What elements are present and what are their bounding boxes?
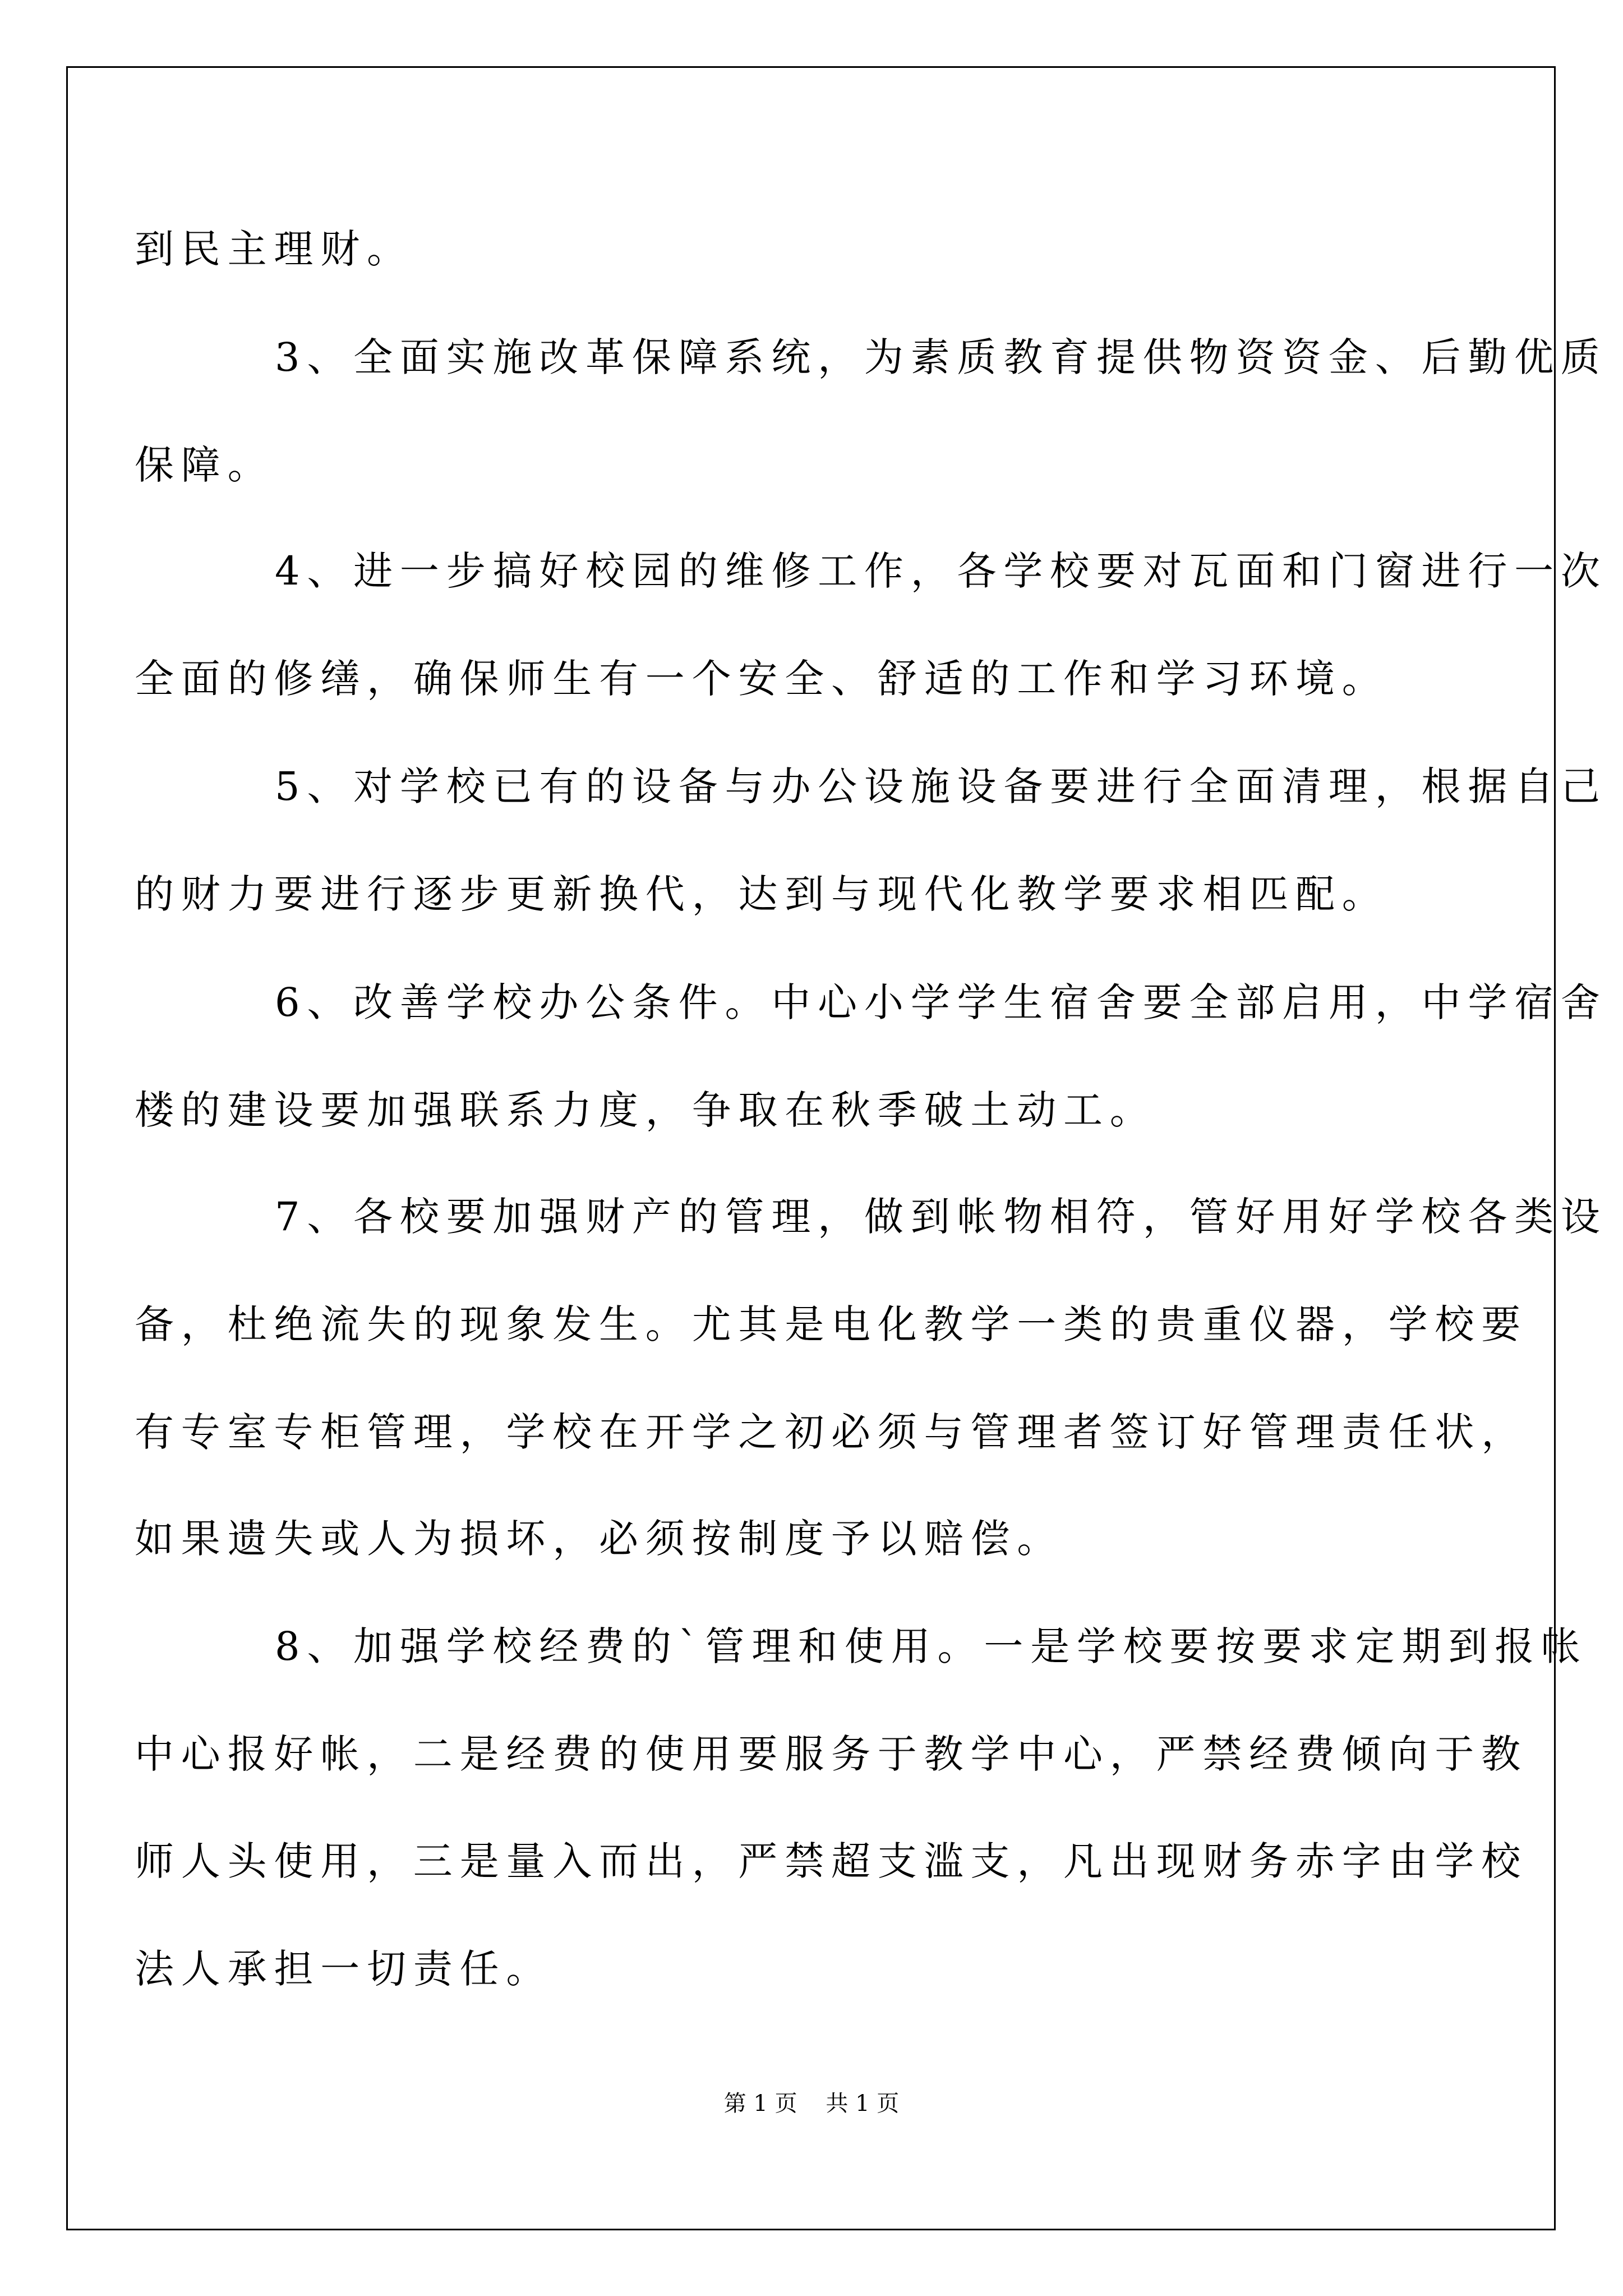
body-line: 如果遗失或人为损坏，必须按制度予以赔偿。 [135, 1516, 1063, 1562]
body-line: 到民主理财。 [135, 226, 413, 272]
body-line: 法人承担一切责任。 [135, 1946, 553, 1992]
paragraph-3-line: 3、全面实施改革保障系统，为素质教育提供物资资金、后勤优质 [275, 334, 1607, 380]
body-line: 楼的建设要加强联系力度，争取在秋季破土动工。 [135, 1087, 1156, 1133]
paragraph-6-line: 6、改善学校办公条件。中心小学学生宿舍要全部启用，中学宿舍 [275, 979, 1607, 1025]
page-number-footer: 第 1 页 共 1 页 [723, 2091, 900, 2116]
paragraph-5-line: 5、对学校已有的设备与办公设施设备要进行全面清理，根据自己 [275, 763, 1607, 809]
body-line: 有专室专柜管理，学校在开学之初必须与管理者签订好管理责任状， [135, 1409, 1528, 1455]
body-line: 中心报好帐，二是经费的使用要服务于教学中心，严禁经费倾向于教 [135, 1731, 1528, 1777]
body-line: 全面的修缮，确保师生有一个安全、舒适的工作和学习环境。 [135, 656, 1389, 702]
body-line: 师人头使用，三是量入而出，严禁超支滥支，凡出现财务赤字由学校 [135, 1838, 1528, 1884]
body-line: 保障。 [135, 442, 274, 488]
body-line: 备，杜绝流失的现象发生。尤其是电化教学一类的贵重仪器，学校要 [135, 1301, 1528, 1347]
body-line: 的财力要进行逐步更新换代，达到与现代化教学要求相匹配。 [135, 871, 1389, 917]
page-border [66, 66, 1607, 2230]
paragraph-8-line: 8、加强学校经费的`管理和使用。一是学校要按要求定期到报帐 [275, 1623, 1588, 1669]
paragraph-7-line: 7、各校要加强财产的管理，做到帐物相符，管好用好学校各类设 [275, 1194, 1607, 1240]
paragraph-4-line: 4、进一步搞好校园的维修工作，各学校要对瓦面和门窗进行一次 [275, 548, 1607, 594]
